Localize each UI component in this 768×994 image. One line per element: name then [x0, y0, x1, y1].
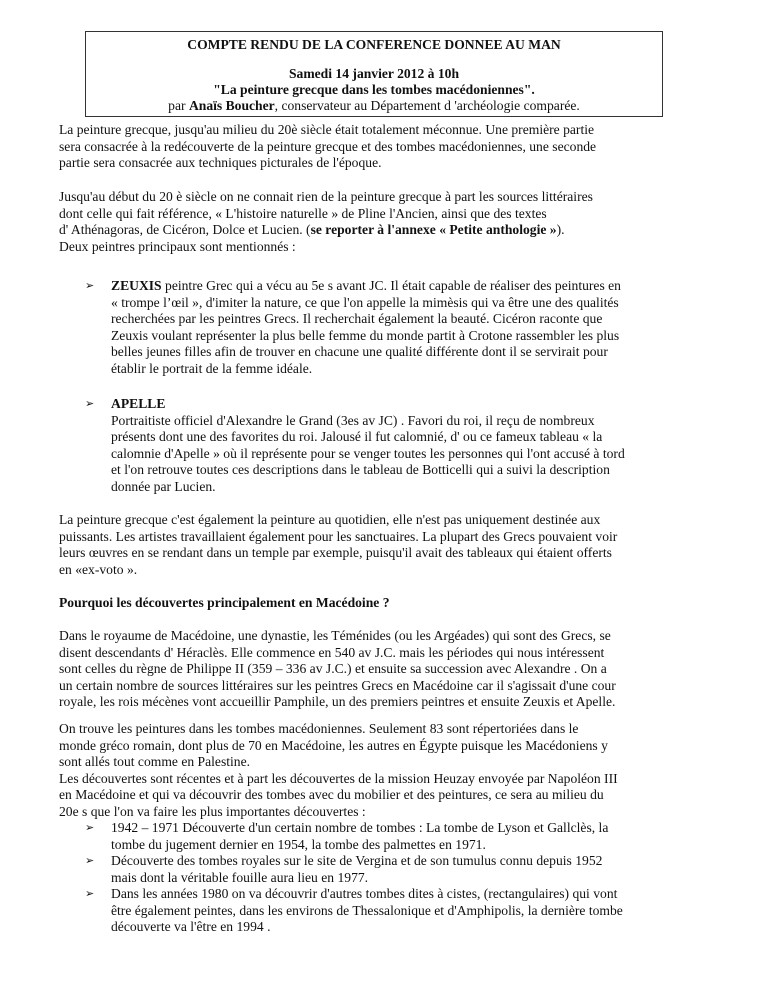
- text-line: en Macédoine et qui va découvrir des tombes avec du mobilier et des peintures, ce sera au milieu du: [59, 787, 604, 803]
- intro-paragraph: [59, 122, 719, 172]
- text-line: dont celle qui fait référence, « L'histoire naturelle » de Pline l'Ancien, ainsi que des textes: [59, 205, 547, 221]
- header-box: [85, 31, 663, 117]
- tombs-paragraph: [59, 721, 719, 821]
- text-line: La peinture grecque, jusqu'au milieu du 20è siècle était totalement méconnue. Une première partie: [59, 122, 595, 137]
- text-line: disent descendants d' Héraclès. Elle commence en 540 av J.C. mais les périodes qui nous intéressent: [59, 644, 605, 660]
- text-line: Dans les années 1980 on va découvrir d'autres tombes dites à cistes, (rectangulaires) qui vont: [111, 886, 618, 901]
- text-line: sera consacrée à la redécouverte de la peinture grecque et des tombes macédoniennes, une seconde: [59, 138, 597, 154]
- text-line: [111, 278, 721, 295]
- speaker-role: , conservateur au Département d 'archéologie comparée.: [274, 98, 580, 113]
- text-line: belles jeunes filles afin de trouver en chacune une qualité différente dont il se servirait pour: [111, 344, 608, 360]
- text-line: royale, les rois mécènes vont accueillir Pamphile, un des premiers peintres et ensuite Zeuxis et Apelle.: [59, 694, 616, 710]
- text-line: La peinture grecque c'est également la peinture au quotidien, elle n'est pas uniquement destinée aux: [59, 512, 601, 527]
- text-line: donnée par Lucien.: [111, 478, 216, 494]
- arrow-bullet-icon: ➢: [85, 821, 95, 834]
- zeuxis-bullet: [111, 278, 721, 378]
- arrow-bullet-icon: ➢: [85, 397, 95, 410]
- text-line: Zeuxis voulant représenter la plus belle femme du monde partit à Crotone rassembler les plus: [111, 327, 620, 343]
- text-line: recherchées par les peintres Grecs. Il recherchait également la beauté. Cicéron raconte que: [111, 311, 603, 327]
- speaker-line: [86, 98, 662, 115]
- text-line: sont allés tout comme en Palestine.: [59, 754, 251, 770]
- text-line: 1942 – 1971 Découverte d'un certain nombre de tombes : La tombe de Lyson et Gallclès, la: [111, 820, 609, 835]
- kingdom-paragraph: [59, 628, 719, 711]
- text-line: Dans le royaume de Macédoine, une dynastie, les Téménides (ou les Argéades) qui sont des Grecs, se: [59, 628, 611, 643]
- text-run: d' Athénagoras, de Cicéron, Dolce et Lucien. (: [59, 222, 311, 238]
- text-line: découverte va l'être en 1994 .: [111, 919, 271, 935]
- arrow-bullet-icon: ➢: [85, 279, 95, 292]
- painter-name: ZEUXIS: [111, 278, 162, 293]
- text-line: « trompe l’œil », d'imiter la nature, ce que l'on appelle la mimèsis qui va être une des qualités: [111, 294, 619, 310]
- text-run: ).: [556, 222, 565, 238]
- text-line: Jusqu'au début du 20 è siècle on ne connait rien de la peinture grecque à part les sources littéraires: [59, 189, 593, 204]
- text-line: calomnie d'Apelle » où il représente pour se venger toutes les personnes qui l'ont accusé à tord: [111, 445, 625, 461]
- apelle-bullet: [111, 396, 721, 496]
- text-line: On trouve les peintures dans les tombes macédoniennes. Seulement 83 sont répertoriées dans le: [59, 721, 579, 736]
- section-heading-text: Pourquoi les découvertes principalement en Macédoine ?: [59, 595, 390, 610]
- text-line: partie sera consacrée aux techniques picturales de l'époque.: [59, 155, 382, 171]
- arrow-bullet-icon: ➢: [85, 854, 95, 867]
- text-line: sont celles du règne de Philippe II (359 – 336 av J.C.) et ensuite sa succession avec Alexandre . On a: [59, 661, 607, 677]
- text-line: établir le portrait de la femme idéale.: [111, 360, 313, 376]
- conference-date: Samedi 14 janvier 2012 à 10h: [288, 66, 460, 81]
- section-heading: [59, 595, 719, 612]
- conference-subject: "La peinture grecque dans les tombes macédoniennes".: [213, 82, 535, 97]
- discovery-item: [111, 886, 721, 936]
- discovery-item: [111, 820, 721, 853]
- text-line: tombe du jugement dernier en 1954, la tombe des palmettes en 1971.: [111, 836, 486, 852]
- text-run: peintre Grec qui a vécu au 5e s avant JC. Il était capable de réaliser des peintures en: [161, 278, 621, 293]
- text-line: et l'on retrouve toutes ces descriptions dans le tableau de Botticelli qui a suivi la description: [111, 462, 610, 478]
- text-line: en «ex-voto ».: [59, 561, 138, 577]
- text-line: Découverte des tombes royales sur le site de Vergina et de son tumulus connu depuis 1952: [111, 853, 603, 868]
- text-line: monde gréco romain, dont plus de 70 en Macédoine, les autres en Égypte puisque les Macédoniens y: [59, 737, 608, 753]
- daily-painting-paragraph: [59, 512, 719, 578]
- text-line: puissants. Les artistes travaillaient également pour les sanctuaires. La plupart des Grecs pouvaient voir: [59, 528, 618, 544]
- text-line: 20e s que l'on va faire les plus importantes découvertes :: [59, 803, 366, 819]
- text-line: [59, 222, 719, 239]
- discovery-item: [111, 853, 721, 886]
- text-line: Portraitiste officiel d'Alexandre le Grand (3es av JC) . Favori du roi, il reçu de nombreux: [111, 412, 595, 428]
- sources-paragraph: [59, 189, 719, 255]
- arrow-bullet-icon: ➢: [85, 887, 95, 900]
- text-line: Deux peintres principaux sont mentionnés :: [59, 238, 296, 254]
- text-line: Les découvertes sont récentes et à part les découvertes de la mission Heuzay envoyée par Napoléon III: [59, 770, 618, 786]
- speaker-prefix: par: [168, 98, 189, 113]
- speaker-name: Anaïs Boucher: [188, 98, 275, 113]
- annex-reference: se reporter à l'annexe « Petite anthologie »: [310, 222, 557, 238]
- painter-name: APELLE: [111, 396, 166, 411]
- text-line: un certain nombre de sources littéraires sur les peintres Grecs en Macédoine car il s'agissait d'une cour: [59, 677, 616, 693]
- text-line: leurs œuvres en se rendant dans un temple par exemple, puisqu'il avait des tableaux qui étaient offerts: [59, 545, 612, 561]
- text-line: être également peintes, dans les environs de Thessalonique et d'Amphipolis, la dernière tombe: [111, 902, 623, 918]
- text-line: mais dont la véritable fouille aura lieu en 1977.: [111, 869, 369, 885]
- document-title: COMPTE RENDU DE LA CONFERENCE DONNEE AU MAN: [187, 37, 561, 52]
- text-line: présents dont une des favorites du roi. Jalousé il fut calomnié, d' ou ce fameux tableau « la: [111, 429, 603, 445]
